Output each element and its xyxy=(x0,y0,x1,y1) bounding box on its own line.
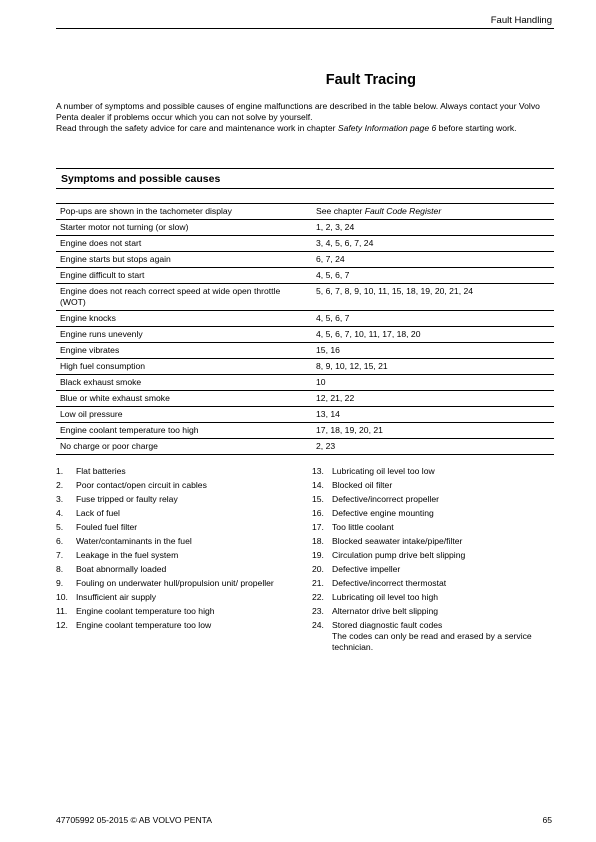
cause-number: 15. xyxy=(312,494,324,504)
cause-number: 5. xyxy=(56,522,64,532)
causes-cell: 5, 6, 7, 8, 9, 10, 11, 15, 18, 19, 20, 21, 24 xyxy=(312,284,554,311)
cause-text: Blocked oil filter xyxy=(332,480,393,490)
causes-cell: 4, 5, 6, 7, 10, 11, 17, 18, 20 xyxy=(312,327,554,343)
symptom-cell: High fuel consumption xyxy=(56,359,312,375)
table-row xyxy=(56,252,554,268)
causes-cell: 8, 9, 10, 12, 15, 21 xyxy=(312,359,554,375)
page-title: Fault Tracing xyxy=(325,72,416,88)
list-item xyxy=(56,508,296,519)
list-item xyxy=(56,522,296,533)
list-item xyxy=(312,522,556,533)
cause-text: Leakage in the fuel system xyxy=(76,550,179,560)
cause-text: Blocked seawater intake/pipe/filter xyxy=(332,536,463,546)
list-item xyxy=(56,494,296,505)
table-row xyxy=(56,311,554,327)
symptom-cell: Engine does not reach correct speed at wide open throttle (WOT) xyxy=(56,284,312,311)
cause-number: 3. xyxy=(56,494,64,504)
cause-text: Fouling on underwater hull/propulsion unit/ propeller xyxy=(76,578,274,588)
intro-safety-text: Read through the safety advice for care and maintenance work in chapter xyxy=(56,123,338,134)
cause-number: 8. xyxy=(56,564,64,574)
causes-cell: 12, 21, 22 xyxy=(312,391,554,407)
list-item xyxy=(312,480,556,491)
symptom-cell: Engine does not start xyxy=(56,236,312,252)
list-item xyxy=(56,536,296,547)
running-header: Fault Handling xyxy=(490,15,552,26)
symptom-cell: Low oil pressure xyxy=(56,407,312,423)
cause-number: 11. xyxy=(56,606,68,616)
causes-cell xyxy=(312,204,554,220)
cause-number: 22. xyxy=(312,592,324,602)
cause-text: Water/contaminants in the fuel xyxy=(76,536,192,546)
cause-text: Lubricating oil level too low xyxy=(332,466,435,476)
list-item xyxy=(56,480,296,491)
page-number: 65 xyxy=(542,815,552,825)
list-item xyxy=(56,620,296,631)
symptom-cell: Engine starts but stops again xyxy=(56,252,312,268)
cause-text: Boat abnormally loaded xyxy=(76,564,167,574)
cause-number: 21. xyxy=(312,578,324,588)
causes-cell: 4, 5, 6, 7 xyxy=(312,311,554,327)
symptom-cell: Engine difficult to start xyxy=(56,268,312,284)
fault-code-register-link[interactable]: Fault Code Register xyxy=(364,206,442,216)
cause-number: 12. xyxy=(56,620,68,630)
list-item xyxy=(56,578,296,589)
causes-cell: 13, 14 xyxy=(312,407,554,423)
section-heading-box xyxy=(56,168,554,189)
causes-cell: 2, 23 xyxy=(312,439,554,455)
table-row xyxy=(56,343,554,359)
cause-text: Poor contact/open circuit in cables xyxy=(76,480,207,490)
causes-cell: 1, 2, 3, 24 xyxy=(312,220,554,236)
table-row xyxy=(56,327,554,343)
cause-title: Stored diagnostic fault codes xyxy=(332,620,443,630)
cause-text: Engine coolant temperature too low xyxy=(76,620,212,630)
symptom-cell: Black exhaust smoke xyxy=(56,375,312,391)
cause-text: Defective impeller xyxy=(332,564,401,574)
list-item xyxy=(312,550,556,561)
list-item xyxy=(312,578,556,589)
list-item xyxy=(312,508,556,519)
causes-cell: 10 xyxy=(312,375,554,391)
cause-text: Fuse tripped or faulty relay xyxy=(76,494,178,504)
cause-number: 13. xyxy=(312,466,324,476)
symptom-cell: Engine vibrates xyxy=(56,343,312,359)
cause-number: 18. xyxy=(312,536,324,546)
table-row xyxy=(56,423,554,439)
table-row xyxy=(56,359,554,375)
table-row xyxy=(56,391,554,407)
symptom-cell: No charge or poor charge xyxy=(56,439,312,455)
cause-note: The codes can only be read and erased by a service technician. xyxy=(332,631,532,652)
causes-list-right xyxy=(312,466,556,656)
header-rule xyxy=(56,28,554,29)
table-row xyxy=(56,220,554,236)
symptom-cell: Blue or white exhaust smoke xyxy=(56,391,312,407)
cause-number: 14. xyxy=(312,480,324,490)
list-item xyxy=(312,466,556,477)
cause-number: 20. xyxy=(312,564,324,574)
intro-paragraph: A number of symptoms and possible causes of engine malfunctions are described in the table below. Always contact your Volvo Penta dealer if problems occur which you can not solve by yourself. xyxy=(56,101,540,123)
symptom-cell: Engine runs unevenly xyxy=(56,327,312,343)
cause-number: 23. xyxy=(312,606,324,616)
cause-text xyxy=(332,620,556,653)
causes-prefix: See chapter xyxy=(316,206,365,216)
causes-cell: 6, 7, 24 xyxy=(312,252,554,268)
causes-list-left xyxy=(56,466,296,634)
table-row xyxy=(56,375,554,391)
intro-text xyxy=(56,101,556,135)
intro-safety-paragraph xyxy=(56,123,556,134)
causes-cell: 3, 4, 5, 6, 7, 24 xyxy=(312,236,554,252)
list-item xyxy=(312,494,556,505)
table-row xyxy=(56,236,554,252)
cause-number: 1. xyxy=(56,466,64,476)
cause-text: Alternator drive belt slipping xyxy=(332,606,439,616)
safety-information-link[interactable]: Safety Information page 6 xyxy=(337,123,437,134)
table-row xyxy=(56,268,554,284)
cause-number: 24. xyxy=(312,620,324,630)
cause-text: Flat batteries xyxy=(76,466,126,476)
cause-text: Engine coolant temperature too high xyxy=(76,606,215,616)
cause-number: 17. xyxy=(312,522,324,532)
list-item xyxy=(56,606,296,617)
cause-number: 9. xyxy=(56,578,64,588)
cause-text: Too little coolant xyxy=(332,522,394,532)
cause-number: 16. xyxy=(312,508,324,518)
list-item xyxy=(56,564,296,575)
list-item xyxy=(56,466,296,477)
footer-document-info: 47705992 05-2015 © AB VOLVO PENTA xyxy=(56,815,213,825)
cause-number: 7. xyxy=(56,550,64,560)
causes-cell: 4, 5, 6, 7 xyxy=(312,268,554,284)
intro-safety-text-end: before starting work. xyxy=(436,123,517,134)
list-item xyxy=(56,550,296,561)
cause-text: Fouled fuel filter xyxy=(76,522,138,532)
table-row xyxy=(56,284,554,311)
symptom-cell: Starter motor not turning (or slow) xyxy=(56,220,312,236)
cause-number: 19. xyxy=(312,550,324,560)
list-item xyxy=(312,620,556,653)
symptom-cell: Engine knocks xyxy=(56,311,312,327)
symptom-cell: Engine coolant temperature too high xyxy=(56,423,312,439)
causes-cell: 17, 18, 19, 20, 21 xyxy=(312,423,554,439)
cause-text: Lubricating oil level too high xyxy=(332,592,439,602)
cause-text: Circulation pump drive belt slipping xyxy=(332,550,466,560)
causes-cell: 15, 16 xyxy=(312,343,554,359)
table-row xyxy=(56,204,554,220)
cause-number: 10. xyxy=(56,592,68,602)
cause-number: 4. xyxy=(56,508,64,518)
cause-text: Lack of fuel xyxy=(76,508,120,518)
list-item xyxy=(312,536,556,547)
cause-text: Defective engine mounting xyxy=(332,508,434,518)
cause-text: Defective/incorrect propeller xyxy=(332,494,439,504)
list-item xyxy=(56,592,296,603)
table-row xyxy=(56,439,554,455)
table-row xyxy=(56,407,554,423)
cause-number: 6. xyxy=(56,536,64,546)
symptoms-table xyxy=(56,203,554,455)
cause-number: 2. xyxy=(56,480,64,490)
symptom-cell: Pop-ups are shown in the tachometer display xyxy=(56,204,312,220)
section-title: Symptoms and possible causes xyxy=(61,173,221,185)
list-item xyxy=(312,606,556,617)
list-item xyxy=(312,592,556,603)
cause-text: Defective/incorrect thermostat xyxy=(332,578,447,588)
cause-text: Insufficient air supply xyxy=(76,592,157,602)
list-item xyxy=(312,564,556,575)
